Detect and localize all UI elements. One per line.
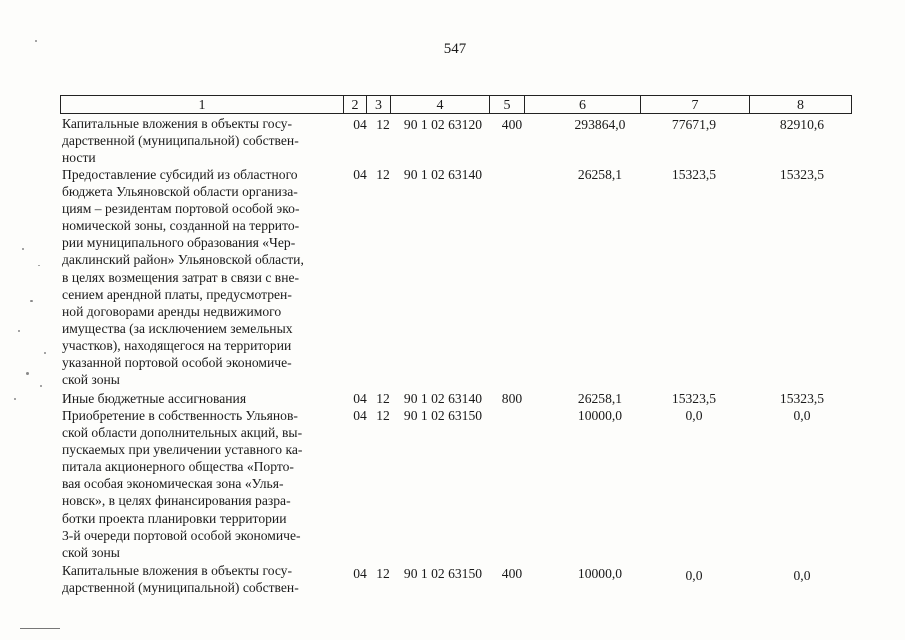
amount-col-8: 15323,5 xyxy=(779,391,825,406)
subsection-code: 12 xyxy=(376,117,390,132)
row-description xyxy=(62,115,344,166)
description-line: Иные бюджетные ассигнования xyxy=(62,391,247,406)
section-code: 04 xyxy=(353,408,367,423)
expense-type-code: 400 xyxy=(501,566,523,581)
amount-col-6: 26258,1 xyxy=(577,167,623,182)
description-line: Предоставление субсидий из областного xyxy=(62,167,298,182)
scan-speck xyxy=(40,385,42,387)
amount-col-8: 0,0 xyxy=(793,408,811,423)
subsection-code: 12 xyxy=(376,391,390,406)
subsection-code: 12 xyxy=(376,408,390,423)
amount-col-7: 15323,5 xyxy=(671,391,717,406)
scan-speck xyxy=(26,372,29,375)
description-line: новск», в целях финансирования разра- xyxy=(62,493,291,509)
amount-col-7: 0,0 xyxy=(685,408,703,423)
description-line: рии муниципального образования «Чер- xyxy=(62,235,296,251)
scan-edge-line xyxy=(20,628,60,629)
row-description xyxy=(62,562,344,596)
amount-col-6: 10000,0 xyxy=(577,566,623,581)
expense-type-code: 400 xyxy=(501,117,523,132)
description-line: дарственной (муниципальной) собствен- xyxy=(62,580,299,596)
description-line: 3-й очереди портовой особой экономиче- xyxy=(62,527,301,543)
description-line: Приобретение в собственность Ульянов- xyxy=(62,408,298,423)
description-line: ной договорами аренды недвижимого xyxy=(62,303,282,319)
amount-col-8: 0,0 xyxy=(793,568,811,583)
description-line: ской зоны xyxy=(62,372,120,388)
target-article-code: 90 1 02 63120 xyxy=(403,117,483,132)
description-line: вая особая экономическая зона «Улья- xyxy=(62,476,284,492)
page-number: 547 xyxy=(443,41,467,57)
description-line: в целях возмещения затрат в связи с вне- xyxy=(62,269,300,285)
amount-col-8: 15323,5 xyxy=(779,167,825,182)
target-article-code: 90 1 02 63150 xyxy=(403,566,483,581)
amount-col-6: 293864,0 xyxy=(574,117,626,132)
scan-speck xyxy=(35,40,37,42)
section-code: 04 xyxy=(353,566,367,581)
description-line: имущества (за исключением земельных xyxy=(62,320,293,336)
subsection-code: 12 xyxy=(376,566,390,581)
description-line: Капитальные вложения в объекты госу- xyxy=(62,563,293,578)
header-col-6: 6 xyxy=(525,96,641,113)
subsection-code: 12 xyxy=(376,167,390,182)
row-description xyxy=(62,407,344,561)
row-description xyxy=(62,166,344,388)
description-line: сением арендной платы, предусмотрен- xyxy=(62,286,292,302)
target-article-code: 90 1 02 63150 xyxy=(403,408,483,423)
description-line: номической зоны, созданной на террито- xyxy=(62,218,300,234)
amount-col-6: 26258,1 xyxy=(577,391,623,406)
scan-speck xyxy=(14,398,16,400)
scan-speck xyxy=(18,330,20,332)
target-article-code: 90 1 02 63140 xyxy=(403,391,483,406)
scan-speck xyxy=(44,352,46,354)
amount-col-8: 82910,6 xyxy=(779,117,825,132)
description-line: ской зоны xyxy=(62,544,120,560)
row-description xyxy=(62,390,344,407)
target-article-code: 90 1 02 63140 xyxy=(403,167,483,182)
description-line: пускаемых при увеличении уставного ка- xyxy=(62,442,303,458)
description-line: участков), находящегося на территории xyxy=(62,337,292,353)
header-col-4: 4 xyxy=(391,96,490,113)
section-code: 04 xyxy=(353,167,367,182)
scan-speck xyxy=(30,300,33,302)
description-line: бюджета Ульяновской области организа- xyxy=(62,184,298,200)
amount-col-6: 10000,0 xyxy=(577,408,623,423)
description-line: питала акционерного общества «Порто- xyxy=(62,459,294,475)
description-line: даклинский район» Ульяновской области, xyxy=(62,252,304,268)
description-line: ской области дополнительных акций, вы- xyxy=(62,425,303,441)
header-col-2: 2 xyxy=(344,96,367,113)
header-col-7: 7 xyxy=(641,96,750,113)
description-line: дарственной (муниципальной) собствен- xyxy=(62,133,299,149)
expense-type-code: 800 xyxy=(501,391,523,406)
description-line: ности xyxy=(62,150,96,166)
table-header xyxy=(60,95,852,114)
description-line: Капитальные вложения в объекты госу- xyxy=(62,116,293,131)
amount-col-7: 15323,5 xyxy=(671,167,717,182)
section-code: 04 xyxy=(353,391,367,406)
amount-col-7: 77671,9 xyxy=(671,117,717,132)
description-line: ботки проекта планировки территории xyxy=(62,510,287,526)
amount-col-7: 0,0 xyxy=(685,568,703,583)
scan-speck xyxy=(38,265,40,266)
header-col-8: 8 xyxy=(797,98,804,113)
scan-speck xyxy=(22,248,24,250)
description-line: циям – резидентам портовой особой эко- xyxy=(62,201,300,217)
header-col-3: 3 xyxy=(367,96,391,113)
header-col-5: 5 xyxy=(490,96,525,113)
description-line: указанной портовой особой экономиче- xyxy=(62,355,292,371)
section-code: 04 xyxy=(353,117,367,132)
header-col-1: 1 xyxy=(61,96,344,113)
